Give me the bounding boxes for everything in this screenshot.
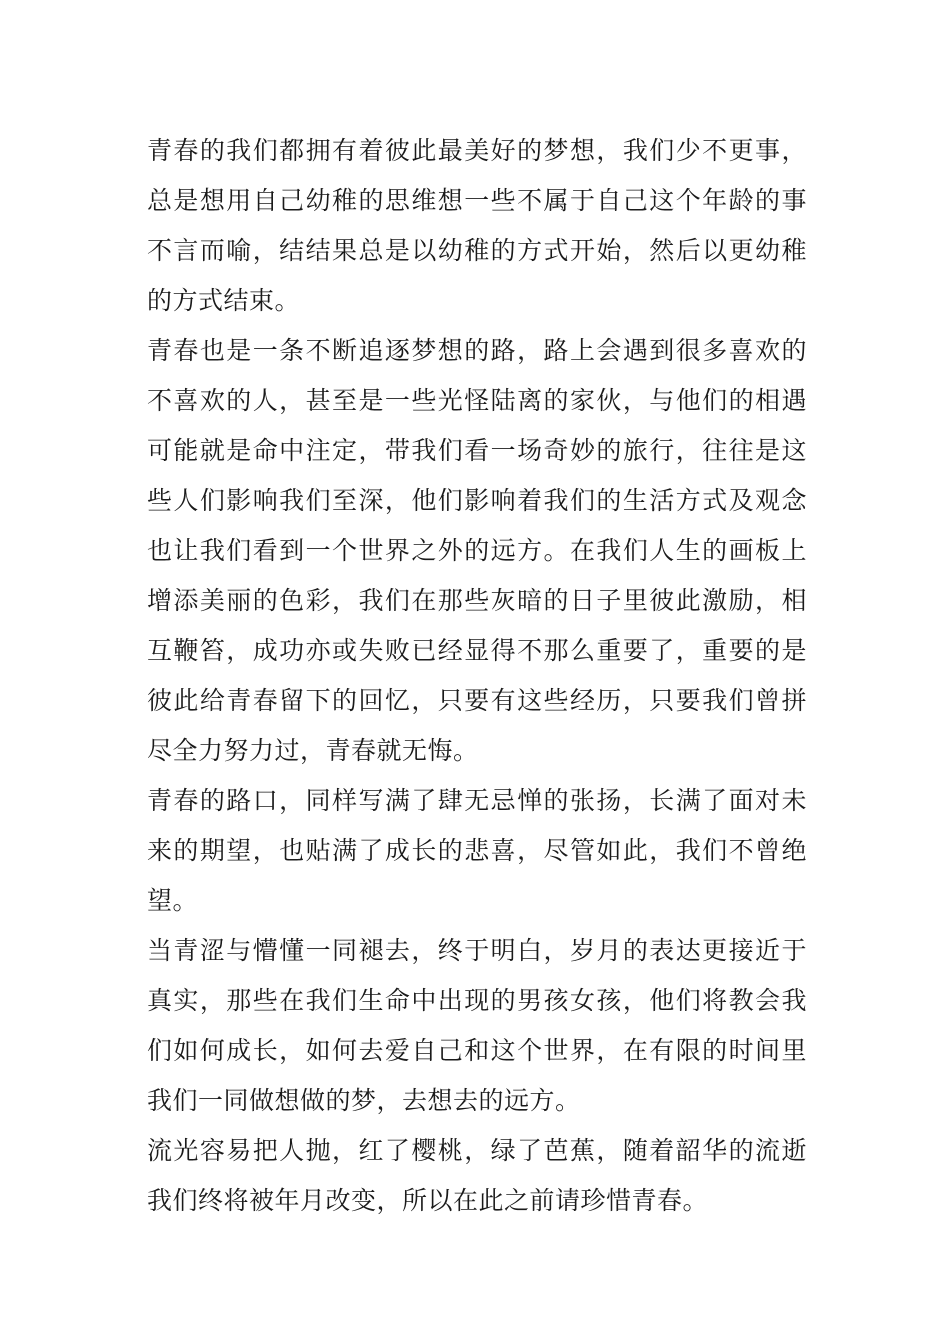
text-line: 也让我们看到一个世界之外的远方。在我们人生的画板上 [147,536,807,565]
text-line: 尽全力努力过，青春就无悔。 [147,736,479,765]
paragraph-3 [147,776,807,926]
paragraph-1 [147,126,807,326]
text-line: 来的期望，也贴满了成长的悲喜，尽管如此，我们不曾绝 [147,836,807,865]
text-line: 总是想用自己幼稚的思维想一些不属于自己这个年龄的事 [147,186,807,215]
text-line: 青春也是一条不断追逐梦想的路，路上会遇到很多喜欢的 [147,336,807,365]
text-line: 增添美丽的色彩，我们在那些灰暗的日子里彼此激励，相 [147,586,807,615]
text-line: 们如何成长，如何去爱自己和这个世界，在有限的时间里 [147,1036,807,1065]
text-line: 不喜欢的人，甚至是一些光怪陆离的家伙，与他们的相遇 [147,386,807,415]
text-line: 当青涩与懵懂一同褪去，终于明白，岁月的表达更接近于 [147,936,807,965]
paragraph-2 [147,326,807,776]
paragraph-4 [147,926,807,1126]
text-line: 青春的路口，同样写满了肆无忌惮的张扬，长满了面对未 [147,786,807,815]
text-line: 我们一同做想做的梦，去想去的远方。 [147,1086,581,1115]
text-line: 的方式结束。 [147,286,301,315]
text-line: 些人们影响我们至深，他们影响着我们的生活方式及观念 [147,486,807,515]
text-line: 望。 [147,886,199,915]
text-line: 不言而喻，结结果总是以幼稚的方式开始，然后以更幼稚 [147,236,807,265]
text-line: 流光容易把人抛，红了樱桃，绿了芭蕉，随着韶华的流逝 [147,1136,807,1165]
text-line: 我们终将被年月改变，所以在此之前请珍惜青春。 [147,1186,709,1215]
text-line: 彼此给青春留下的回忆，只要有这些经历，只要我们曾拼 [147,686,807,715]
text-line: 可能就是命中注定，带我们看一场奇妙的旅行，往往是这 [147,436,807,465]
text-line: 真实，那些在我们生命中出现的男孩女孩，他们将教会我 [147,986,807,1015]
document-body [147,126,807,1226]
text-line: 互鞭笞，成功亦或失败已经显得不那么重要了，重要的是 [147,636,807,665]
text-line: 青春的我们都拥有着彼此最美好的梦想，我们少不更事， [147,136,807,165]
paragraph-5 [147,1126,807,1226]
